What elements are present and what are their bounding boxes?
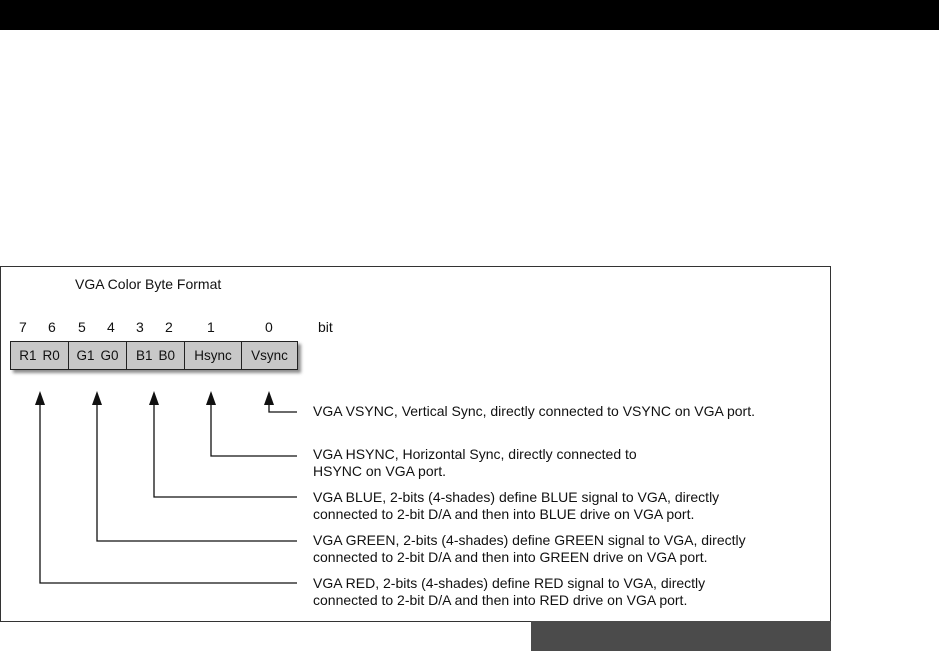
bit-number-2: 2 [165, 319, 173, 335]
cell-label-g0: G0 [100, 348, 119, 363]
bottom-bar-right [531, 621, 831, 651]
blue-description [313, 489, 719, 523]
bit-number-7: 7 [19, 319, 27, 335]
green-description [313, 532, 746, 566]
hsync-description-line-2: HSYNC on VGA port. [313, 463, 447, 479]
vsync-arrow-icon [264, 391, 274, 405]
diagram-title: VGA Color Byte Format [75, 276, 222, 292]
bit-number-5: 5 [78, 319, 86, 335]
bit-number-1: 1 [207, 319, 215, 335]
vsync-connector [269, 400, 297, 412]
cell-label-g1: G1 [76, 348, 95, 363]
green-description-line-1: VGA GREEN, 2-bits (4-shades) define GREEN signal to VGA, directly [313, 532, 746, 548]
blue-description-line-1: VGA BLUE, 2-bits (4-shades) define BLUE signal to VGA, directly [313, 489, 720, 505]
bit-axis-label: bit [318, 319, 333, 335]
green-description-line-2: connected to 2-bit D/A and then into GREEN drive on VGA port. [313, 549, 708, 565]
blue-connector [154, 400, 297, 497]
red-arrow-icon [35, 391, 45, 405]
red-connector [40, 400, 297, 583]
bit-number-4: 4 [107, 319, 115, 335]
hsync-description [313, 446, 637, 480]
red-description [313, 575, 705, 609]
bit-number-3: 3 [136, 319, 144, 335]
bit-number-6: 6 [48, 319, 56, 335]
red-description-line-2: connected to 2-bit D/A and then into RED drive on VGA port. [313, 592, 688, 608]
blue-arrow-icon [149, 391, 159, 405]
red-description-line-1: VGA RED, 2-bits (4-shades) define RED signal to VGA, directly [313, 575, 706, 591]
cell-label-hsync: Hsync [194, 348, 232, 363]
cell-label-r0: R0 [42, 348, 60, 363]
bottom-bar-left [0, 621, 531, 651]
cell-label-vsync: Vsync [251, 348, 288, 363]
cell-label-b1: B1 [135, 348, 153, 363]
hsync-arrow-icon [206, 391, 216, 405]
hsync-connector [211, 400, 297, 456]
hsync-description-line-1: VGA HSYNC, Horizontal Sync, directly connected to [313, 446, 637, 462]
vsync-description [313, 403, 755, 420]
bit-number-0: 0 [265, 319, 273, 335]
blue-description-line-2: connected to 2-bit D/A and then into BLUE drive on VGA port. [313, 506, 695, 522]
cell-label-b0: B0 [158, 348, 176, 363]
cell-label-r1: R1 [19, 348, 37, 363]
green-arrow-icon [92, 391, 102, 405]
vsync-description-line: VGA VSYNC, Vertical Sync, directly connected to VSYNC on VGA port. [313, 403, 755, 419]
green-connector [97, 400, 297, 541]
